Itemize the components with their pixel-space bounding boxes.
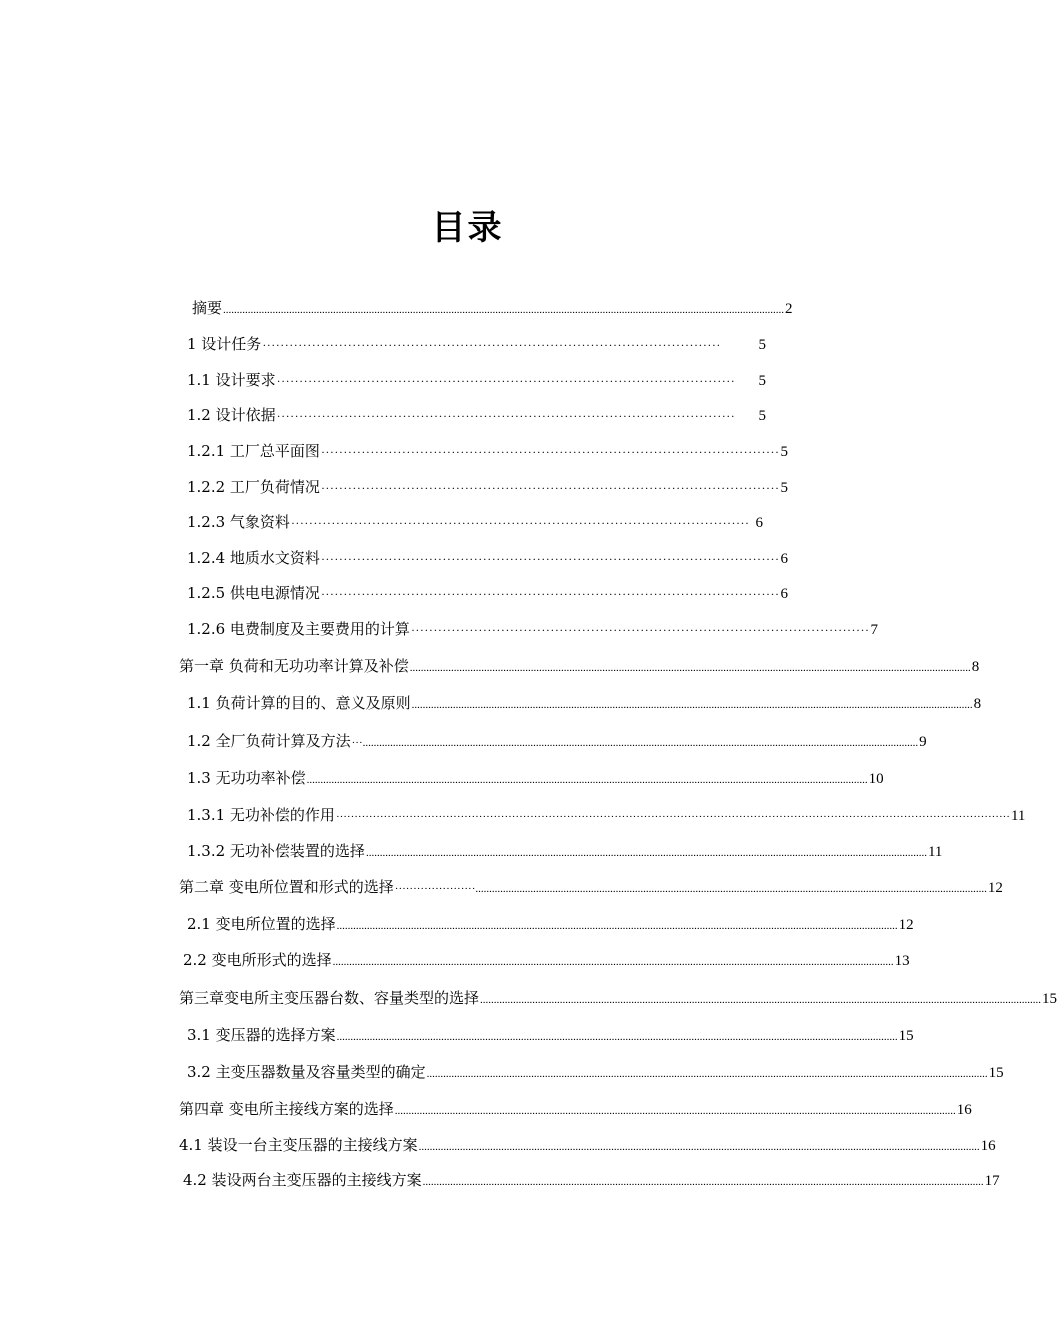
toc-entry-page: 5 [758, 373, 766, 389]
toc-leader: ······································································································ [276, 374, 736, 388]
toc-entry-page: 5 [758, 408, 766, 424]
toc-entry-page: 6 [780, 586, 789, 602]
toc-leader: ······················.......................................................................................................................................................................................... [394, 883, 987, 895]
toc-entry-label: 摘要 [192, 299, 223, 317]
toc-leader: ······································································································ [320, 445, 780, 459]
toc-leader: ............................................................................................................................................................................................................ [336, 920, 898, 932]
toc-entry-page: 5 [780, 444, 789, 460]
toc-leader: ............................................................................................................................................................................................................ [223, 304, 785, 316]
toc-leader: ............................................................................................................................................................................................................ [480, 994, 1042, 1006]
toc-entry [187, 548, 789, 569]
toc-entry-label: 1.2.2 工厂负荷情况 [187, 478, 320, 496]
toc-entry-label: 第二章 变电所位置和形式的选择 [179, 878, 394, 896]
toc-leader: ............................................................................................................................................................................................................ [409, 662, 971, 674]
toc-entry [187, 768, 884, 790]
toc-entry-page: 13 [894, 953, 910, 969]
toc-leader: ······································································································ [320, 587, 780, 601]
toc-entry-label: 第三章变电所主变压器台数、容量类型的选择 [179, 989, 480, 1007]
toc-leader: ............................................................................................................................................................................................................ [306, 774, 868, 786]
toc-entry-page: 7 [870, 622, 879, 638]
toc-leader: ............................................................................................................................................................................................................ [332, 956, 894, 968]
toc-entry [192, 298, 793, 320]
toc-leader: ······································································································ [276, 409, 736, 423]
toc-leader: ............................................................................................................................................................................................................ [411, 699, 973, 711]
page-title: 目录 [431, 208, 504, 248]
toc-entry [187, 841, 943, 863]
toc-entry-label: 3.2 主变压器数量及容量类型的确定 [187, 1063, 426, 1081]
toc-entry-page: 12 [987, 880, 1003, 896]
toc-entry [187, 619, 879, 640]
toc-entry [179, 1135, 996, 1157]
toc-leader: ............................................................................................................................................................................................................ [426, 1068, 988, 1080]
toc-entry-page: 8 [973, 696, 982, 712]
toc-entry [179, 1099, 972, 1121]
toc-entry-label: 1.2.5 供电电源情况 [187, 584, 320, 602]
toc-entry-label: 1 设计任务 [187, 335, 262, 353]
toc-entry-label: 第四章 变电所主接线方案的选择 [179, 1100, 394, 1118]
toc-entry-label: 第一章 负荷和无功功率计算及补偿 [179, 657, 409, 675]
toc-leader: ............................................................................................................................................................................................................ [418, 1141, 980, 1153]
toc-entry-page: 15 [988, 1065, 1004, 1081]
toc-entry [187, 334, 766, 355]
toc-leader: ............................................................................................................................................................................................................ [365, 847, 927, 859]
toc-entry-label: 1.2.6 电费制度及主要费用的计算 [187, 620, 410, 638]
toc-entry-label: 3.1 变压器的选择方案 [187, 1026, 336, 1044]
toc-leader: ······································································································ [290, 516, 750, 530]
toc-leader: ······································································································ [410, 623, 870, 637]
toc-leader: ···.......................................................................................................................................................................................................... [351, 737, 919, 749]
toc-entry [187, 914, 914, 936]
toc-entry-page: 5 [780, 480, 789, 496]
toc-entry [187, 731, 927, 753]
toc-entry-label: 1.1 设计要求 [187, 371, 276, 389]
toc-entry [179, 656, 980, 678]
toc-entry-label: 1.1 负荷计算的目的、意义及原则 [187, 694, 411, 712]
toc-leader: ······································································································ [320, 481, 780, 495]
toc-entry-page: 11 [1010, 808, 1026, 824]
toc-entry-label: 4.1 装设一台主变压器的主接线方案 [179, 1136, 418, 1154]
toc-entry-label: 1.2.3 气象资料 [187, 513, 290, 531]
toc-entry [187, 477, 789, 498]
toc-entry [187, 441, 789, 462]
toc-leader: ............................................................................................................................................................................................................ [336, 1031, 898, 1043]
toc-entry [187, 805, 1026, 827]
toc-leader: ............................................................................................................................................................................................................ [394, 1105, 956, 1117]
toc-entry-page: 16 [956, 1102, 972, 1118]
toc-entry [187, 693, 982, 715]
toc-entry-label: 2.2 变电所形式的选择 [183, 951, 332, 969]
toc-entry-label: 1.3.2 无功补偿装置的选择 [187, 842, 365, 860]
toc-entry-label: 1.3.1 无功补偿的作用 [187, 806, 335, 824]
toc-leader: ............................................................................................................................................................................................................ [422, 1176, 984, 1188]
toc-entry-label: 1.2 全厂负荷计算及方法 [187, 732, 351, 750]
toc-leader: ······································································································ [320, 552, 780, 566]
toc-entry-label: 4.2 装设两台主变压器的主接线方案 [183, 1171, 422, 1189]
toc-entry [187, 583, 789, 604]
toc-entry [183, 1170, 1000, 1192]
toc-entry-page: 2 [785, 301, 793, 317]
toc-entry-page: 15 [1042, 991, 1057, 1007]
toc-entry-page: 16 [980, 1138, 996, 1154]
toc-entry-label: 2.1 变电所位置的选择 [187, 915, 336, 933]
toc-entry-page: 5 [758, 337, 766, 353]
toc-entry-page: 6 [780, 551, 789, 567]
toc-entry [187, 370, 766, 391]
toc-entry-label: 1.2.1 工厂总平面图 [187, 442, 320, 460]
toc-entry-label: 1.2.4 地质水文资料 [187, 549, 320, 567]
toc-entry-label: 1.2 设计依据 [187, 406, 276, 424]
toc-entry-page: 15 [898, 1028, 914, 1044]
toc-entry [187, 512, 763, 533]
toc-entry-page: 12 [898, 917, 914, 933]
toc-entry [179, 988, 1057, 1010]
toc-entry-page: 11 [927, 844, 943, 860]
toc-entry [179, 877, 1003, 899]
toc-entry [187, 1025, 914, 1047]
toc-entry-label: 1.3 无功功率补偿 [187, 769, 306, 787]
toc-entry-page: 17 [984, 1173, 1000, 1189]
toc-entry [187, 1062, 1004, 1084]
toc-entry-page: 9 [919, 734, 927, 750]
toc-leader: ························································································································································································ [335, 811, 1010, 823]
toc-entry-page: 6 [755, 515, 763, 531]
toc-entry [183, 950, 910, 972]
toc-entry-page: 10 [868, 771, 884, 787]
toc-leader: ······································································································ [262, 338, 721, 352]
toc-entry-page: 8 [971, 659, 980, 675]
toc-entry [187, 405, 766, 426]
